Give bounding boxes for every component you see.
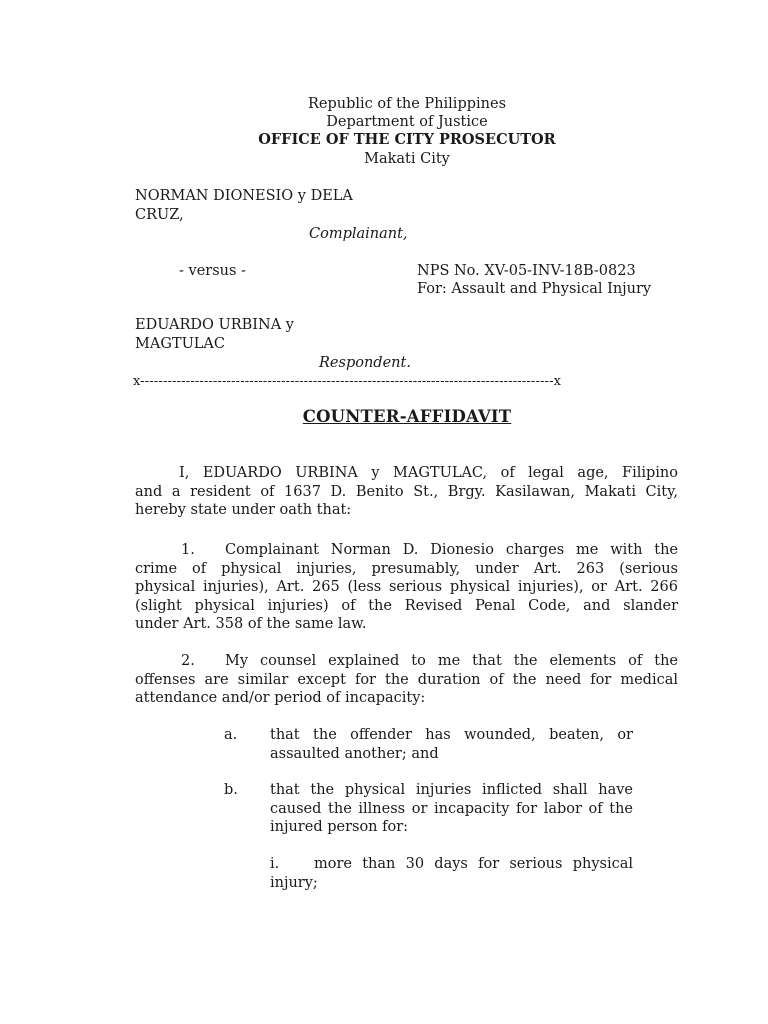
header-department: Department of Justice (326, 114, 488, 130)
header-city: Makati City (364, 151, 450, 167)
item-b-label: b. (224, 782, 238, 798)
item-i-text (270, 855, 633, 892)
item-i-line-1: more than 30 days for serious physical (314, 856, 633, 872)
item-a-text (270, 726, 633, 763)
document-title: COUNTER-AFFIDAVIT (302, 407, 512, 426)
item-b-line-3: injured person for: (270, 819, 409, 835)
intro-line-1: I, EDUARDO URBINA y MAGTULAC, of legal age, Filipino (179, 465, 678, 481)
item-i-label: i. (270, 856, 280, 872)
intro-line-2: and a resident of 1637 D. Benito St., Brgy. Kasilawan, Makati City, (135, 483, 678, 500)
paragraph-2 (135, 652, 678, 708)
para1-line-3: physical injuries), Art. 265 (less serious physical injuries), or Art. 266 (135, 579, 678, 595)
case-for: For: Assault and Physical Injury (417, 281, 652, 297)
item-b-line-1: that the physical injuries inflicted shall have (270, 782, 633, 798)
item-a-label: a. (224, 727, 238, 743)
para1-line-2: crime of physical injuries, presumably, under Art. 263 (serious (135, 560, 678, 577)
respondent-name-line1: EDUARDO URBINA y (135, 317, 294, 333)
header-office: OFFICE OF THE CITY PROSECUTOR (258, 131, 556, 148)
complainant-name-line2: CRUZ, (135, 207, 184, 223)
item-b-line-2: caused the illness or incapacity for labor of the (270, 800, 633, 817)
para1-line-4: (slight physical injuries) of the Revised Penal Code, and slander (135, 597, 678, 614)
header-republic: Republic of the Philippines (307, 96, 507, 112)
respondent-role: Respondent. (319, 355, 411, 371)
para2-line-1: My counsel explained to me that the elements of the (225, 653, 678, 669)
complainant-role: Complainant, (309, 226, 408, 242)
intro-paragraph (135, 464, 678, 520)
item-a-line-1: that the offender has wounded, beaten, or (270, 727, 633, 743)
para2-line-2: offenses are similar except for the duration of the need for medical (135, 671, 678, 688)
item-a-line-2: assaulted another; and (270, 745, 439, 762)
para2-line-3: attendance and/or period of incapacity: (135, 690, 426, 706)
item-i-line-2: injury; (270, 874, 318, 891)
versus-label: - versus - (179, 263, 246, 279)
para1-line-1: Complainant Norman D. Dionesio charges me with the (225, 542, 678, 558)
para1-line-5: under Art. 358 of the same law. (135, 616, 367, 632)
caption-divider: x-------------------------------------------------------------------------------------------x (133, 374, 562, 389)
paragraph-1 (135, 541, 678, 634)
complainant-name-line1: NORMAN DIONESIO y DELA (135, 188, 353, 204)
item-b-text (270, 781, 633, 837)
nps-number: NPS No. XV-05-INV-18B-0823 (417, 263, 636, 279)
respondent-name-line2: MAGTULAC (135, 336, 225, 352)
intro-line-3: hereby state under oath that: (135, 502, 352, 518)
para2-number: 2. (181, 653, 195, 669)
para1-number: 1. (181, 542, 195, 558)
